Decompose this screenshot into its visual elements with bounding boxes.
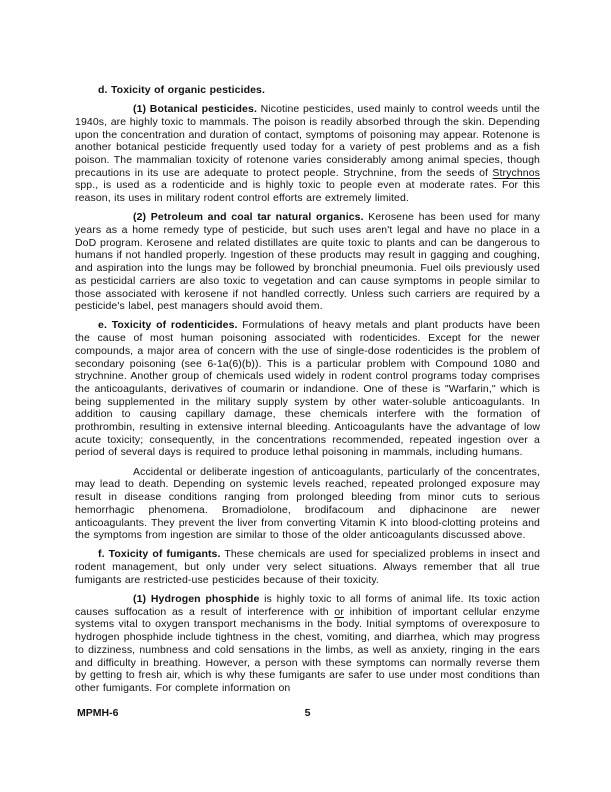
- para-toxicity-rodenticides: e. Toxicity of rodenticides. Formulations of heavy metals and plant products have been the cause of most human poisoning associated with rodenticides. Except for the newer compounds, a major area of concern with the use of single-dose rodenticides is the problem of secondary poisoning (see 6-1a(6)(b)). This is a particular problem with Compound 1080 and strychnine. Another group of chemicals used widely in rodent control programs today comprises the anticoagulants, derivatives of coumarin or indandione. One of these is "Warfarin," which is being supplemented in the military supply system by other water-soluble anticoagulants. In addition to causing capillary damage, these chemicals interfere with the formation of prothrombin, resulting in extensive internal bleeding. Anticoagulants have the advantage of low acute toxicity; consequently, in the concentrations recommended, repeated ingestion over a period of several days is required to produce lethal poisoning in mammals, including humans.: [75, 319, 541, 459]
- page-footer: [75, 707, 540, 721]
- para-botanical-pesticides: (1) Botanical pesticides. Nicotine pesticides, used mainly to control weeds until the 1940s, are highly toxic to mammals. The poison is readily absorbed through the skin. Depending upon the concentration and duration of contact, symptoms of poisoning may appear. Rotenone is another botanical pesticide frequently used today for a variety of pest problems and as a fish poison. The mammalian toxicity of rotenone varies considerably among animal species, though precautions in its use are adequate to protect people. Strychnine, from the seeds of Strychnos spp., is used as a rodenticide and is highly toxic to people even at moderate rates. For this reason, its uses in military rodent control efforts are extremely limited.: [75, 103, 540, 205]
- document-body: [75, 84, 540, 701]
- para-petroleum-coal-tar: (2) Petroleum and coal tar natural organics. Kerosene has been used for many years as a home remedy type of pesticide, but such uses aren't legal and have no place in a DoD program. Kerosene and related distillates are quite toxic to plants and can be dangerous to humans if not handled properly. Ingestion of these products may result in gagging and coughing, and aspiration into the lungs may be followed by bronchial pneumonia. Fuel oils previously used as pesticidal carriers are also toxic to vegetation and can cause symptoms in people similar to those associated with kerosene if not handled correctly. Unless such carriers are required by a pesticide's label, pest managers should avoid them.: [75, 211, 540, 313]
- para-accidental-ingestion: Accidental or deliberate ingestion of anticoagulants, particularly of the concentrates, may lead to death. Depending on systemic levels reached, repeated prolonged exposure may result in disease conditions ranging from prolonged bleeding from minor cuts to serious hemorrhagic phenomena. Bromadiolone, brodifacoum and diphacinone are newer anticoagulants. They prevent the liver from converting Vitamin K into blood-clotting proteins and the symptoms from ingestion are similar to those of the older anticoagulants discussed above.: [75, 465, 540, 542]
- footer-doc-id: MPMH-6: [77, 707, 119, 719]
- heading-d: d. Toxicity of organic pesticides.: [98, 84, 266, 96]
- footer-page-number: 5: [304, 707, 311, 719]
- para-hydrogen-phosphide: (1) Hydrogen phosphide is highly toxic to all forms of animal life. Its toxic action causes suffocation as a result of interference with or inhibition of important cellular enzyme systems vital to oxygen transport mechanisms in the body. Initial symptoms of overexposure to hydrogen phosphide include tightness in the chest, vomiting, and diarrhea, which may progress to dizziness, numbness and cold sensations in the limbs, as well as anxiety, ringing in the ears and difficulty in breathing. However, a person with these symptoms can normally reverse them by getting to fresh air, which is why these fumigants are safer to use under most conditions than other fumigants. For complete information on: [75, 593, 540, 694]
- para-toxicity-fumigants: f. Toxicity of fumigants. These chemicals are used for specialized problems in insect and rodent management, but only under very select situations. Always remember that all true fumigants are restricted-use pesticides because of their toxicity.: [75, 548, 541, 586]
